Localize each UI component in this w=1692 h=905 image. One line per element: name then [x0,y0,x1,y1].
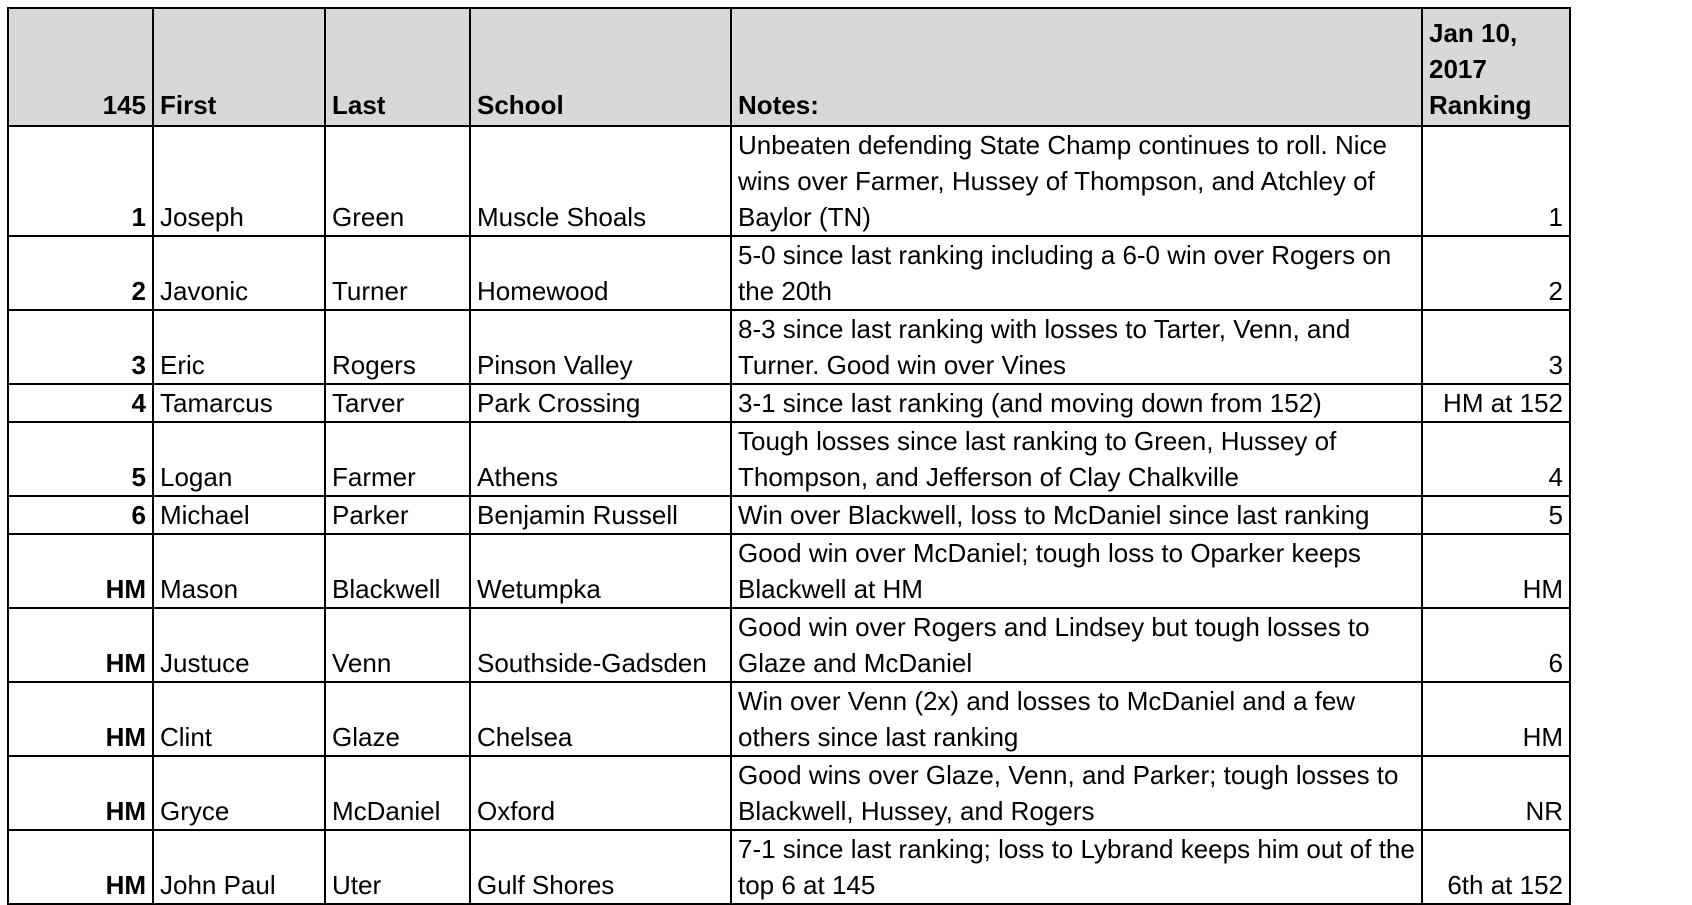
header-notes[interactable]: Notes: [731,8,1422,126]
prev-ranking-cell[interactable]: 6th at 152 [1422,830,1570,904]
rank-cell[interactable]: 6 [8,496,153,534]
school-cell[interactable]: Southside-Gadsden [470,608,731,682]
table-row [8,422,1570,496]
rank-cell[interactable]: 1 [8,126,153,236]
prev-ranking-cell[interactable]: HM [1422,534,1570,608]
last-name-cell[interactable]: Green [325,126,470,236]
school-cell[interactable]: Wetumpka [470,534,731,608]
first-name-cell[interactable]: Tamarcus [153,384,325,422]
notes-cell[interactable]: 8-3 since last ranking with losses to Tarter, Venn, and Turner. Good win over Vines [731,310,1422,384]
prev-ranking-cell[interactable]: 1 [1422,126,1570,236]
header-prev-ranking[interactable]: Jan 10, 2017 Ranking [1422,8,1570,126]
notes-cell[interactable]: 5-0 since last ranking including a 6-0 win over Rogers on the 20th [731,236,1422,310]
header-school[interactable]: School [470,8,731,126]
first-name-cell[interactable]: Clint [153,682,325,756]
last-name-cell[interactable]: Farmer [325,422,470,496]
header-first[interactable]: First [153,8,325,126]
prev-ranking-cell[interactable]: 5 [1422,496,1570,534]
rank-cell[interactable]: HM [8,830,153,904]
first-name-cell[interactable]: Javonic [153,236,325,310]
first-name-cell[interactable]: Eric [153,310,325,384]
rank-cell[interactable]: HM [8,608,153,682]
first-name-cell[interactable]: Joseph [153,126,325,236]
last-name-cell[interactable]: Venn [325,608,470,682]
prev-ranking-cell[interactable]: NR [1422,756,1570,830]
notes-cell[interactable]: Win over Blackwell, loss to McDaniel since last ranking [731,496,1422,534]
prev-ranking-cell[interactable]: 2 [1422,236,1570,310]
table-row [8,236,1570,310]
notes-cell[interactable]: Good win over Rogers and Lindsey but tough losses to Glaze and McDaniel [731,608,1422,682]
prev-ranking-cell[interactable]: 3 [1422,310,1570,384]
rankings-table [7,7,1571,905]
rank-cell[interactable]: HM [8,682,153,756]
last-name-cell[interactable]: Blackwell [325,534,470,608]
last-name-cell[interactable]: Parker [325,496,470,534]
table-row [8,534,1570,608]
table-row [8,310,1570,384]
notes-cell[interactable]: 7-1 since last ranking; loss to Lybrand keeps him out of the top 6 at 145 [731,830,1422,904]
first-name-cell[interactable]: Justuce [153,608,325,682]
header-last[interactable]: Last [325,8,470,126]
table-row [8,756,1570,830]
prev-ranking-cell[interactable]: HM at 152 [1422,384,1570,422]
rank-cell[interactable]: 3 [8,310,153,384]
school-cell[interactable]: Chelsea [470,682,731,756]
rank-cell[interactable]: HM [8,534,153,608]
school-cell[interactable]: Homewood [470,236,731,310]
last-name-cell[interactable]: McDaniel [325,756,470,830]
table-row [8,384,1570,422]
notes-cell[interactable]: Tough losses since last ranking to Green, Hussey of Thompson, and Jefferson of Clay Chalkville [731,422,1422,496]
prev-ranking-cell[interactable]: HM [1422,682,1570,756]
table-row [8,608,1570,682]
school-cell[interactable]: Pinson Valley [470,310,731,384]
table-row [8,496,1570,534]
notes-cell[interactable]: 3-1 since last ranking (and moving down from 152) [731,384,1422,422]
school-cell[interactable]: Oxford [470,756,731,830]
first-name-cell[interactable]: Mason [153,534,325,608]
notes-cell[interactable]: Unbeaten defending State Champ continues to roll. Nice wins over Farmer, Hussey of Thompson, and Atchley of Baylor (TN) [731,126,1422,236]
first-name-cell[interactable]: Logan [153,422,325,496]
last-name-cell[interactable]: Glaze [325,682,470,756]
school-cell[interactable]: Park Crossing [470,384,731,422]
school-cell[interactable]: Benjamin Russell [470,496,731,534]
school-cell[interactable]: Muscle Shoals [470,126,731,236]
prev-ranking-cell[interactable]: 6 [1422,608,1570,682]
school-cell[interactable]: Athens [470,422,731,496]
rank-cell[interactable]: 5 [8,422,153,496]
first-name-cell[interactable]: Michael [153,496,325,534]
table-row [8,682,1570,756]
notes-cell[interactable]: Win over Venn (2x) and losses to McDaniel and a few others since last ranking [731,682,1422,756]
rank-cell[interactable]: 4 [8,384,153,422]
first-name-cell[interactable]: John Paul [153,830,325,904]
header-row [8,8,1570,126]
first-name-cell[interactable]: Gryce [153,756,325,830]
prev-ranking-cell[interactable]: 4 [1422,422,1570,496]
rank-cell[interactable]: 2 [8,236,153,310]
last-name-cell[interactable]: Tarver [325,384,470,422]
notes-cell[interactable]: Good wins over Glaze, Venn, and Parker; tough losses to Blackwell, Hussey, and Rogers [731,756,1422,830]
last-name-cell[interactable]: Rogers [325,310,470,384]
school-cell[interactable]: Gulf Shores [470,830,731,904]
rank-cell[interactable]: HM [8,756,153,830]
notes-cell[interactable]: Good win over McDaniel; tough loss to Oparker keeps Blackwell at HM [731,534,1422,608]
header-weight[interactable]: 145 [8,8,153,126]
table-row [8,126,1570,236]
last-name-cell[interactable]: Uter [325,830,470,904]
table-row [8,830,1570,904]
last-name-cell[interactable]: Turner [325,236,470,310]
